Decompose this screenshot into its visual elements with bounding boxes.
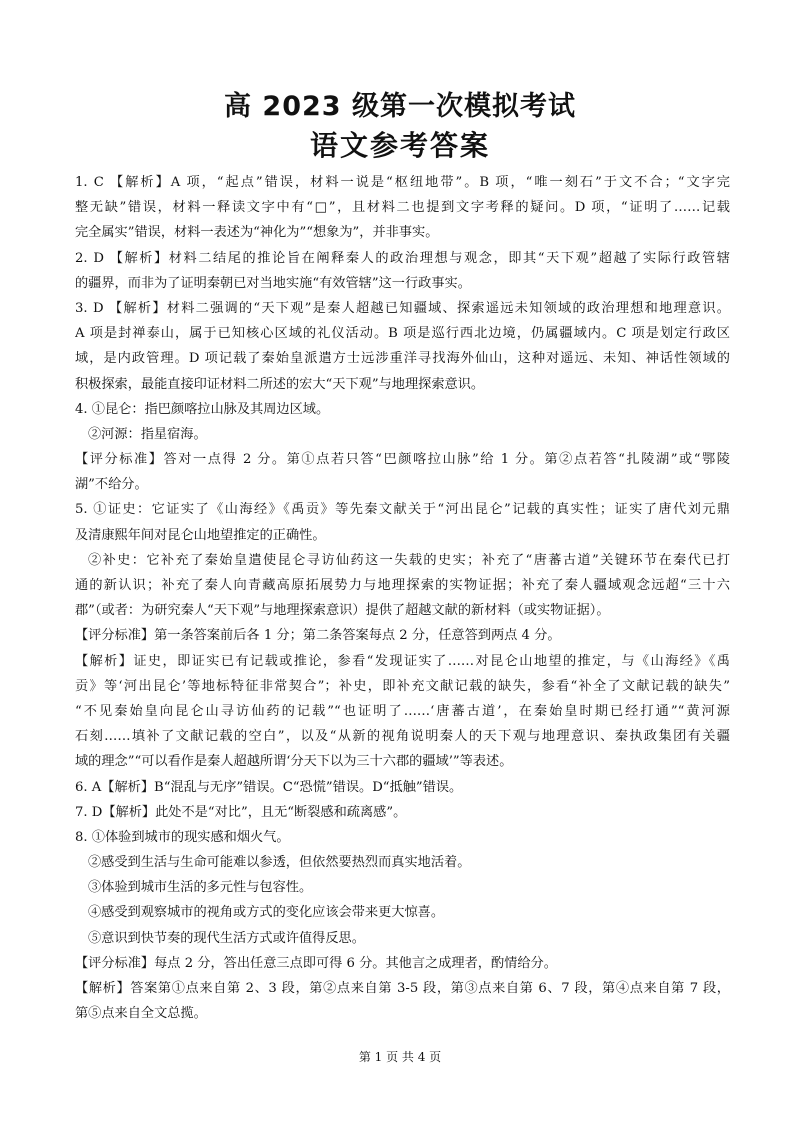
answer-line: 整无缺”错误，材料一释读文字中有“□”，且材料二也提到文字考释的疑问。D 项，“证明了……记载: [75, 200, 730, 216]
answer-line: 【解析】答案第①点来自第 2、3 段，第②点来自第 3-5 段，第③点来自第 6、7 段，第④点来自第 7 段，: [75, 981, 730, 996]
answer-line: ②补史：它补充了秦始皇遣使昆仑寻访仙药这一失载的史实；补充了“唐蕃古道”关键环节在秦代已打: [88, 552, 730, 568]
answer-line: 完全属实”错误，材料一表述为“神化为”“想象为”，并非事实。: [75, 225, 439, 241]
answer-line: 1. C 【解析】A 项，“起点”错误，材料一说是“枢纽地带”。B 项，“唯一刻石”于文不合；“文字完: [75, 175, 730, 190]
answer-line: 8. ①体验到城市的现实感和烟火气。: [75, 829, 290, 845]
answer-line: ②感受到生活与生命可能难以参透，但依然要热烈而真实地活着。: [88, 855, 471, 871]
answer-line: 石刻……填补了文献记载的空白”，以及“从新的视角说明秦人的天下观与地理意识、秦执政集团有关疆: [75, 729, 730, 745]
answer-line: 7. D【解析】此处不是“对比”，且无“断裂感和疏离感”。: [75, 804, 407, 820]
answer-line: 3. D 【解析】材料二强调的“天下观”是秦人超越已知疆域、探索遥远未知领域的政治理想和地理意识。: [75, 300, 730, 316]
answer-line: ②河源：指星宿海。: [88, 426, 207, 442]
answer-line: 【评分标准】每点 2 分，答出任意三点即可得 6 分。其他言之成理者，酌情给分。: [75, 955, 557, 971]
answer-line: ⑤意识到快节奏的现代生活方式或许值得反思。: [88, 930, 365, 946]
answer-line: 第⑤点来自全文总揽。: [75, 1006, 207, 1022]
answer-title: 语文参考答案: [309, 129, 490, 162]
answer-line: 域，是内政管理。D 项记载了秦始皇派遣方士远涉重洋寻找海外仙山，这种对遥远、未知、神话性领域的: [75, 351, 730, 367]
answer-line: ③体验到城市生活的多元性与包容性。: [88, 880, 313, 896]
answer-line: 4. ①昆仑：指巴颜喀拉山脉及其周边区域。: [75, 401, 330, 417]
answer-line: 通的新认识；补充了秦人向青藏高原拓展势力与地理探索的实物证据；补充了秦人疆域观念远超“三十六: [75, 578, 730, 593]
answer-line: ④感受到观察城市的视角或方式的变化应该会带来更大惊喜。: [88, 905, 445, 921]
answer-line: “不见秦始皇向昆仑山寻访仙药的记载”“也证明了……‘唐蕃古道’，在秦始皇时期已经打通”“黄河源: [75, 703, 730, 719]
answer-line: 【解析】证史，即证实已有记载或推论，参看“发现证实了……对昆仑山地望的推定，与《山海经》《禹: [75, 653, 730, 669]
answer-line: 6. A【解析】B“混乱与无序”错误。C“恐慌”错误。D“抵触”错误。: [75, 779, 463, 795]
answer-line: 2. D 【解析】材料二结尾的推论旨在阐释秦人的政治理想与观念，即其“天下观”超越了实际行政管辖: [75, 250, 730, 266]
answer-line: 的疆界，而非为了证明秦朝已对当地实施“有效管辖”这一行政事实。: [75, 275, 471, 291]
answer-line: 及清康熙年间对昆仑山地望推定的正确性。: [75, 527, 326, 543]
answer-line: 积极探索，最能直接印证材料二所述的宏大“天下观”与地理探索意识。: [75, 376, 485, 392]
answer-line: 域的理念”“可以看作是秦人超越所谓‘分天下以为三十六郡的疆域’”等表述。: [75, 754, 513, 770]
answer-content: [75, 170, 730, 1026]
answer-line: 湖”不给分。: [75, 477, 148, 493]
page-number: 第 1 页 共 4 页: [358, 1050, 442, 1064]
answer-line: 【评分标准】答对一点得 2 分。第①点若只答“巴颜喀拉山脉”给 1 分。第②点若答“扎陵湖”或“鄂陵: [75, 452, 730, 468]
answer-line: 5. ①证史：它证实了《山海经》《禹贡》等先秦文献关于“河出昆仑”记载的真实性；证实了唐代刘元鼎: [75, 502, 730, 518]
exam-title: 高 2023 级第一次模拟考试: [224, 91, 576, 122]
answer-line: A 项是封禅泰山，属于已知核心区域的礼仪活动。B 项是巡行西北边境，仍属疆域内。C 项是划定行政区: [75, 326, 730, 342]
answer-line: 贡》等‘河出昆仑’等地标特征非常契合”；补史，即补充文献记载的缺失，参看“补全了文献记载的缺失”: [75, 678, 730, 694]
answer-line: 郡”（或者：为研究秦人“天下观”与地理探索意识）提供了超越文献的新材料（或实物证据）。: [75, 603, 610, 619]
answer-line: 【评分标准】第一条答案前后各 1 分；第二条答案每点 2 分，任意答到两点 4 分。: [75, 628, 561, 644]
